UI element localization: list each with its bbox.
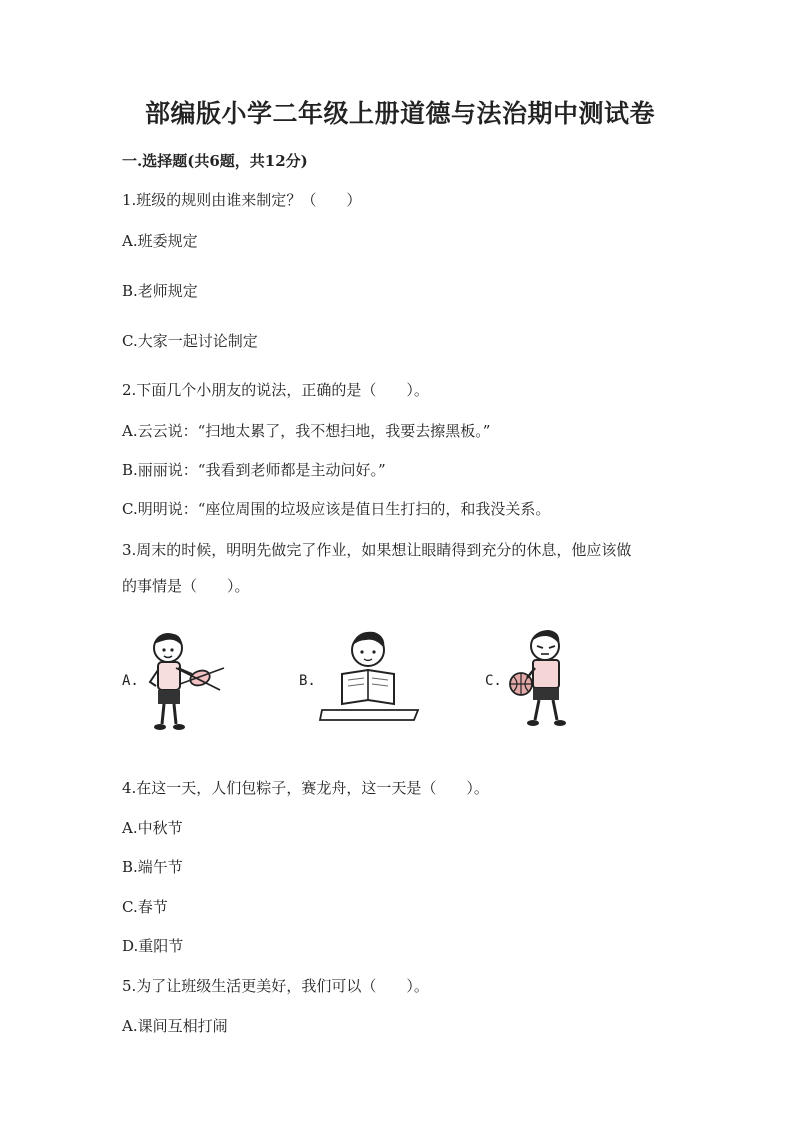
question-4-option-a[interactable]: A.中秋节 bbox=[122, 819, 183, 837]
question-2-stem: 2.下面几个小朋友的说法，正确的是（ ）。 bbox=[122, 381, 429, 399]
question-3-stem-line-2: 的事情是（ ）。 bbox=[122, 577, 250, 595]
question-4-option-d[interactable]: D.重阳节 bbox=[122, 937, 184, 955]
page-title: 部编版小学二年级上册道德与法治期中测试卷 bbox=[144, 99, 655, 128]
question-5-option-a[interactable]: A.课间互相打闹 bbox=[122, 1017, 228, 1035]
question-1-stem: 1.班级的规则由谁来制定？（ ） bbox=[122, 191, 362, 209]
question-4-stem: 4.在这一天，人们包粽子，赛龙舟，这一天是（ ）。 bbox=[122, 779, 489, 797]
question-2-option-c[interactable]: C.明明说：“座位周围的垃圾应该是值日生打扫的，和我没关系。 bbox=[122, 500, 551, 518]
section-heading: 一.选择题(共6题，共12分) bbox=[122, 152, 308, 170]
reading-boy-illustration[interactable] bbox=[318, 626, 422, 724]
question-2-option-b[interactable]: B.丽丽说：“我看到老师都是主动问好。” bbox=[122, 461, 386, 479]
question-5-stem: 5.为了让班级生活更美好，我们可以（ ）。 bbox=[122, 977, 429, 995]
question-4-option-b[interactable]: B.端午节 bbox=[122, 858, 183, 876]
question-3-option-a-label[interactable]: A. bbox=[122, 673, 139, 689]
basketball-boy-illustration[interactable] bbox=[503, 626, 581, 732]
violin-boy-illustration[interactable] bbox=[140, 628, 230, 734]
question-2-option-a[interactable]: A.云云说：“扫地太累了，我不想扫地，我要去擦黑板。” bbox=[122, 422, 491, 440]
question-1-option-b[interactable]: B.老师规定 bbox=[122, 282, 198, 300]
question-1-option-c[interactable]: C.大家一起讨论制定 bbox=[122, 332, 258, 350]
question-3-stem-line-1: 3.周末的时候，明明先做完了作业，如果想让眼睛得到充分的休息，他应该做 bbox=[122, 541, 632, 559]
question-1-option-a[interactable]: A.班委规定 bbox=[122, 232, 198, 250]
question-3-option-c-label[interactable]: C. bbox=[485, 673, 502, 689]
question-4-option-c[interactable]: C.春节 bbox=[122, 898, 168, 916]
question-3-option-b-label[interactable]: B. bbox=[299, 673, 316, 689]
